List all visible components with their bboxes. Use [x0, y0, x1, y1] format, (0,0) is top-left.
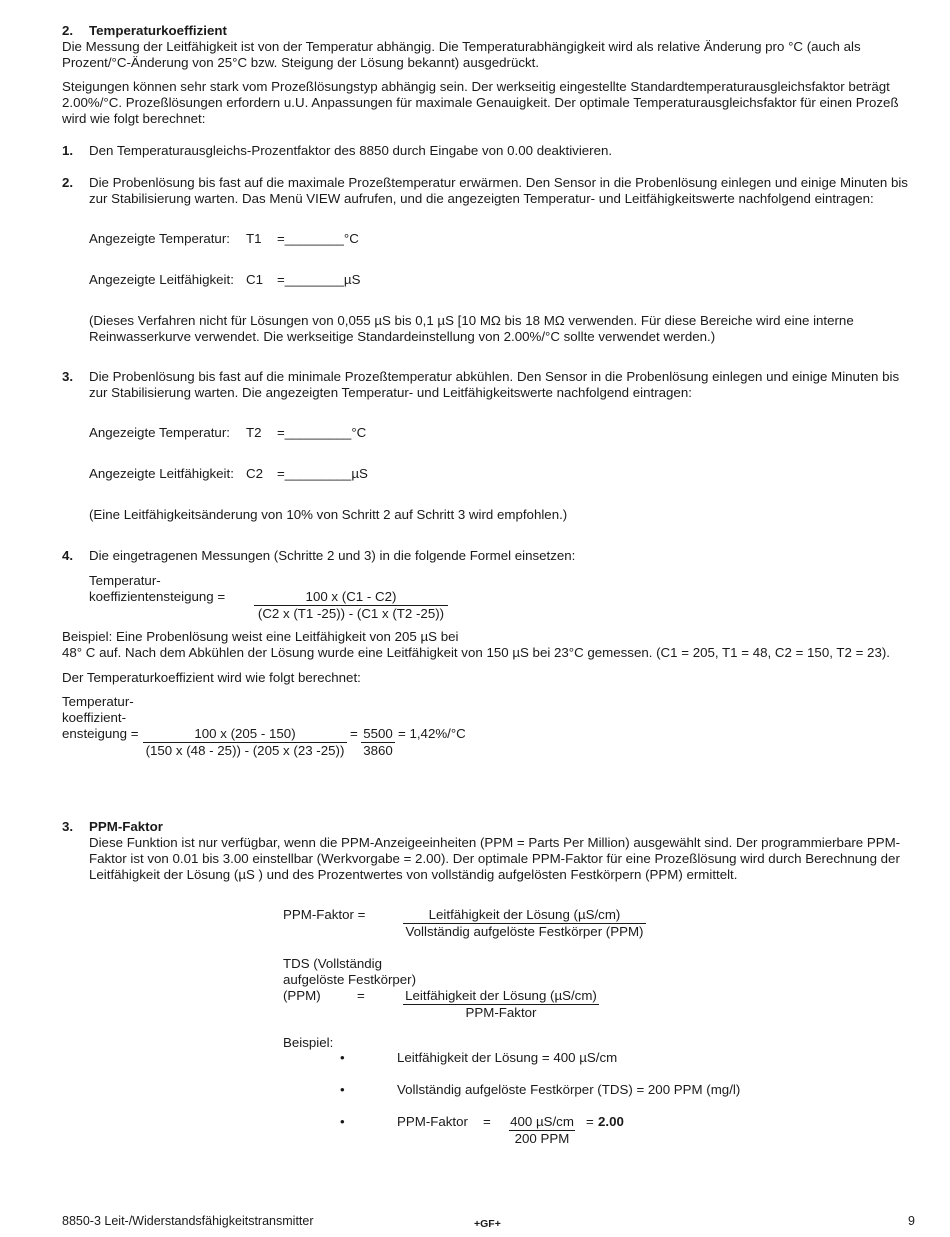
field-label: Angezeigte Leitfähigkeit: — [89, 272, 234, 287]
field-label: Angezeigte Temperatur: — [89, 425, 230, 440]
calc-intro: Der Temperaturkoeffizient wird wie folgt berechnet: — [62, 670, 361, 685]
variable: T1 — [246, 231, 262, 246]
ppm-fraction — [403, 907, 646, 940]
section-number: 3. — [62, 819, 74, 834]
step-number: 4. — [62, 548, 74, 563]
step-text: Die Probenlösung bis fast auf die maximale Prozeßtemperatur erwärmen. Den Sensor in die Probenlösung einlegen und einige Minuten bis zur Stabilisierung warten. Das Menü VIEW aufrufen, und die angezeigten Temperatur- und Leitfähigkeitswerte nachfolgend eintragen: — [89, 175, 908, 206]
step-text: Die eingetragenen Messungen (Schritte 2 und 3) in die folgende Formel einsetzen: — [89, 548, 576, 563]
example-fraction — [509, 1114, 575, 1147]
blank-field: =_________µS — [277, 466, 368, 481]
calc-label: koeffizient- — [62, 710, 127, 725]
step-number: 2. — [62, 175, 74, 190]
paragraph: Die Messung der Leitfähigkeit ist von der Temperatur abhängig. Die Temperaturabhängigkeit wird als relative Änderung pro °C (auch als Prozent/°C-Änderung von 25°C bzw. Steigung der Lösung bekannt) ausgedrückt. — [62, 39, 861, 70]
formula-label: koeffizientensteigung = — [89, 589, 226, 604]
example-denominator: 200 PPM — [514, 1131, 570, 1146]
footer-title: 8850-3 Leit-/Widerstandsfähigkeitstransmitter — [62, 1214, 314, 1228]
blank-field: =________°C — [277, 231, 359, 246]
example-numerator: 400 µS/cm — [510, 1114, 574, 1129]
tds-denominator: PPM-Faktor — [465, 1005, 537, 1020]
bullet: • — [340, 1082, 345, 1097]
blank-field: =________µS — [277, 272, 361, 287]
page-number: 9 — [908, 1214, 915, 1228]
formula-label: Temperatur- — [89, 573, 161, 588]
calc-fraction-simplified — [361, 726, 395, 759]
calc-fraction — [143, 726, 347, 759]
variable: C1 — [246, 272, 263, 287]
step-number: 3. — [62, 369, 74, 384]
equals-sign: = — [483, 1114, 491, 1129]
calc-numerator: 5500 — [361, 726, 395, 743]
equals-sign: = — [586, 1114, 594, 1129]
ppm-numerator: Leitfähigkeit der Lösung (µS/cm) — [403, 907, 646, 924]
note: (Eine Leitfähigkeitsänderung von 10% von Schritt 2 auf Schritt 3 wird empfohlen.) — [89, 507, 568, 522]
tds-fraction — [403, 988, 599, 1021]
step-number: 1. — [62, 143, 74, 158]
section-heading: PPM-Faktor — [89, 819, 163, 834]
step-text: Die Probenlösung bis fast auf die minimale Prozeßtemperatur abkühlen. Den Sensor in die Probenlösung einlegen und einige Minuten bis zur Stabilisierung warten. Die angezeigten Temperatur- und Leitfähigkeitswerte nachfolgend eintragen: — [89, 369, 900, 400]
ppm-denominator: Vollständig aufgelöste Festkörper (PPM) — [405, 924, 644, 939]
example-item: Leitfähigkeit der Lösung = 400 µS/cm — [397, 1050, 618, 1065]
field-label: Angezeigte Temperatur: — [89, 231, 230, 246]
calc-denominator: 3860 — [363, 743, 393, 758]
formula-label: PPM-Faktor = — [283, 907, 366, 922]
variable: T2 — [246, 425, 262, 440]
formula-fraction — [254, 589, 448, 622]
equals-sign: = — [357, 988, 365, 1003]
tds-label: (PPM) — [283, 988, 321, 1003]
tds-label: TDS (Vollständig — [283, 956, 383, 971]
example-result: 2.00 — [598, 1114, 624, 1129]
example-label: Beispiel: — [283, 1035, 334, 1050]
gf-logo: +GF+ — [474, 1218, 501, 1230]
equals-sign: = — [350, 726, 358, 741]
calc-result: = 1,42%/°C — [398, 726, 466, 741]
paragraph: Steigungen können sehr stark vom Prozeßlösungstyp abhängig sein. Der werkseitig eingestellte Standardtemperaturausgleichsfaktor beträgt 2.00%/°C. Prozeßlösungen erfordern u.U. Anpassungen für maximale Genauigkeit. Der optimale Temperaturausgleichsfaktor für einen Prozeß wird wie folgt berechnet: — [62, 79, 899, 126]
section-number: 2. — [62, 23, 74, 38]
calc-denominator: (150 x (48 - 25)) - (205 x (23 -25)) — [145, 743, 345, 758]
field-label: Angezeigte Leitfähigkeit: — [89, 466, 234, 481]
formula-denominator: (C2 x (T1 -25)) - (C1 x (T2 -25)) — [257, 606, 445, 621]
example-text: Beispiel: Eine Probenlösung weist eine Leitfähigkeit von 205 µS bei — [62, 629, 459, 644]
example-item: Vollständig aufgelöste Festkörper (TDS) = 200 PPM (mg/l) — [397, 1082, 741, 1097]
calc-label: Temperatur- — [62, 694, 134, 709]
calc-numerator: 100 x (205 - 150) — [143, 726, 347, 743]
tds-numerator: Leitfähigkeit der Lösung (µS/cm) — [403, 988, 599, 1005]
formula-numerator: 100 x (C1 - C2) — [254, 589, 448, 606]
section-heading: Temperaturkoeffizient — [89, 23, 227, 38]
example-text: 48° C auf. Nach dem Abkühlen der Lösung wurde eine Leitfähigkeit von 150 µS bei 23°C gemessen. (C1 = 205, T1 = 48, C2 = 150, T2 = 23). — [62, 645, 890, 660]
paragraph: Diese Funktion ist nur verfügbar, wenn die PPM-Anzeigeeinheiten (PPM = Parts Per Million) ausgewählt sind. Der programmierbare PPM-Faktor ist von 0.01 bis 3.00 einstellbar (Werkvorgabe = 2.00). Der optimale PPM-Faktor für eine Prozeßlösung wird durch Berechnung der Leitfähigkeit der Lösung (µS ) und des Prozentwertes von vollständig aufgelösten Festkörpern (PPM) ermittelt. — [89, 835, 901, 882]
calc-label: ensteigung = — [62, 726, 139, 741]
tds-label: aufgelöste Festkörper) — [283, 972, 417, 987]
step-text: Den Temperaturausgleichs-Prozentfaktor des 8850 durch Eingabe von 0.00 deaktivieren. — [89, 143, 613, 158]
blank-field: =_________°C — [277, 425, 367, 440]
example-item: PPM-Faktor — [397, 1114, 468, 1129]
bullet: • — [340, 1050, 345, 1065]
note: (Dieses Verfahren nicht für Lösungen von 0,055 µS bis 0,1 µS [10 MΩ bis 18 MΩ verwenden. Für diese Bereiche wird eine interne Reinwasserkurve verwendet. Die werkseitige Standardeinstellung von 2.00%/°C sollte verwendet werden.) — [89, 313, 854, 344]
bullet: • — [340, 1114, 345, 1129]
variable: C2 — [246, 466, 263, 481]
